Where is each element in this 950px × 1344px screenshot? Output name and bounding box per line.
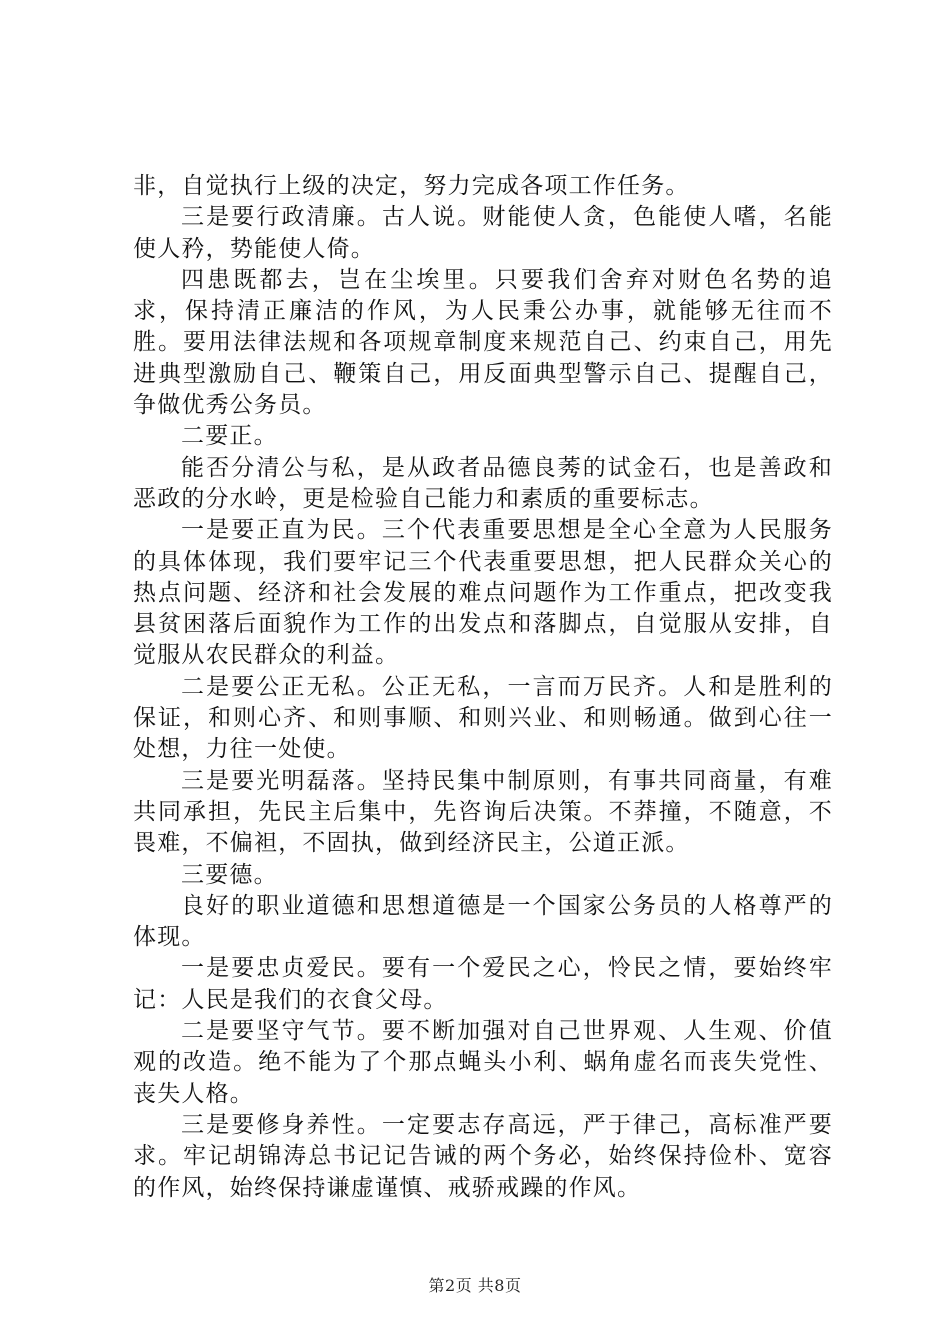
paragraph-1: 非，自觉执行上级的决定，努力完成各项工作任务。	[133, 173, 690, 199]
paragraph-8: 三是要光明磊落。坚持民集中制原则，有事共同商量，有难共同承担，先民主后集中，先咨询后决策。不莽撞，不随意，不畏难，不偏袒，不固执，做到经济民主，公道正派。	[133, 767, 833, 857]
section-heading-2: 二要正。	[181, 423, 278, 450]
paragraph-5: 能否分清公与私，是从政者品德良莠的试金石，也是善政和恶政的分水岭，更是检验自己能力和素质的重要标志。	[133, 454, 833, 512]
paragraph-13: 三是要修身养性。一定要志存高远，严于律己，高标准严要求。牢记胡锦涛总书记记告诫的两个务必，始终保持俭朴、宽容的作风，始终保持谦虚谨慎、戒骄戒躁的作风。	[133, 1111, 833, 1201]
paragraph-10: 良好的职业道德和思想道德是一个国家公务员的人格尊严的体现。	[133, 892, 833, 951]
paragraph-6: 一是要正直为民。三个代表重要思想是全心全意为人民服务的具体体现，我们要牢记三个代表重要思想，把人民群众关心的热点问题、经济和社会发展的难点问题作为工作重点，把改变我县贫困落后面貌作为工作的出发点和落脚点，自觉服从安排，自觉服从农民群众的利益。	[133, 517, 833, 669]
section-heading-3: 三要德。	[181, 861, 278, 888]
paragraph-3: 四患既都去，岂在尘埃里。只要我们舍弃对财色名势的追求，保持清正廉洁的作风，为人民秉公办事，就能够无往而不胜。要用法律法规和各项规章制度来规范自己、约束自己，用先进典型激励自己、鞭策自己，用反面典型警示自己、提醒自己，争做优秀公务员。	[133, 266, 833, 419]
paragraph-7: 二是要公正无私。公正无私，一言而万民齐。人和是胜利的保证，和则心齐、和则事顺、和则兴业、和则畅通。做到心往一处想，力往一处使。	[133, 673, 833, 763]
paragraph-11: 一是要忠贞爱民。要有一个爱民之心，怜民之情，要始终牢记：人民是我们的衣食父母。	[133, 955, 833, 1013]
page-number-footer: 第2页 共8页	[428, 1276, 522, 1295]
paragraph-12: 二是要坚守气节。要不断加强对自己世界观、人生观、价值观的改造。绝不能为了个那点蝇头小利、蜗角虚名而丧失党性、丧失人格。	[133, 1018, 833, 1107]
paragraph-2: 三是要行政清廉。古人说。财能使人贪，色能使人嗜，名能使人矜，势能使人倚。	[133, 204, 833, 262]
document-body	[133, 171, 833, 1204]
